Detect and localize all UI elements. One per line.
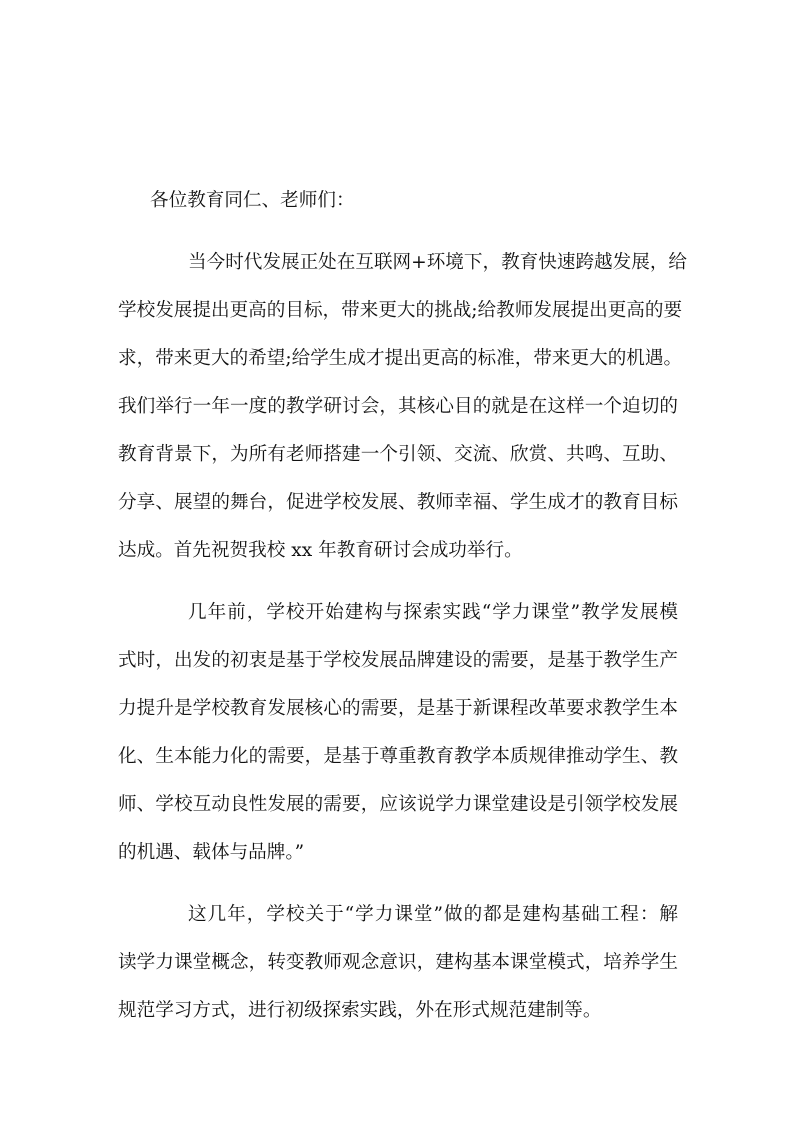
paragraph-line: 式时，出发的初衷是基于学校发展品牌建设的需要，是基于教学生产 xyxy=(118,650,678,671)
paragraph-line: 我们举行一年一度的教学研讨会，其核心目的就是在这样一个迫切的 xyxy=(118,396,678,417)
paragraph-line: 规范学习方式，进行初级探索实践，外在形式规范建制等。 xyxy=(118,1000,602,1021)
paragraph-line: 化、生本能力化的需要，是基于尊重教育教学本质规律推动学生、教 xyxy=(118,746,678,767)
paragraph-line: 达成。首先祝贺我校 xx 年教育研讨会成功举行。 xyxy=(118,540,523,561)
greeting: 各位教育同仁、老师们： xyxy=(150,190,355,211)
paragraph-line: 求，带来更大的希望;给学生成才提出更高的标准，带来更大的机遇。 xyxy=(118,348,683,369)
paragraph-line: 的机遇、载体与品牌。” xyxy=(118,842,305,863)
paragraph-line: 当今时代发展正处在互联网+环境下，教育快速跨越发展，给 xyxy=(188,252,688,273)
paragraph-line: 这几年，学校关于“学力课堂”做的都是建构基础工程：解 xyxy=(188,904,678,925)
paragraph-line: 教育背景下，为所有老师搭建一个引领、交流、欣赏、共鸣、互助、 xyxy=(118,444,678,465)
paragraph-line: 几年前，学校开始建构与探索实践“学力课堂”教学发展模 xyxy=(188,602,678,623)
paragraph-line: 读学力课堂概念，转变教师观念意识，建构基本课堂模式，培养学生 xyxy=(118,952,678,973)
paragraph-line: 学校发展提出更高的目标，带来更大的挑战;给教师发展提出更高的要 xyxy=(118,300,683,321)
paragraph-line: 师、学校互动良性发展的需要，应该说学力课堂建设是引领学校发展 xyxy=(118,794,678,815)
paragraph-line: 力提升是学校教育发展核心的需要，是基于新课程改革要求教学生本 xyxy=(118,698,678,719)
paragraph-line: 分享、展望的舞台，促进学校发展、教师幸福、学生成才的教育目标 xyxy=(118,492,678,513)
